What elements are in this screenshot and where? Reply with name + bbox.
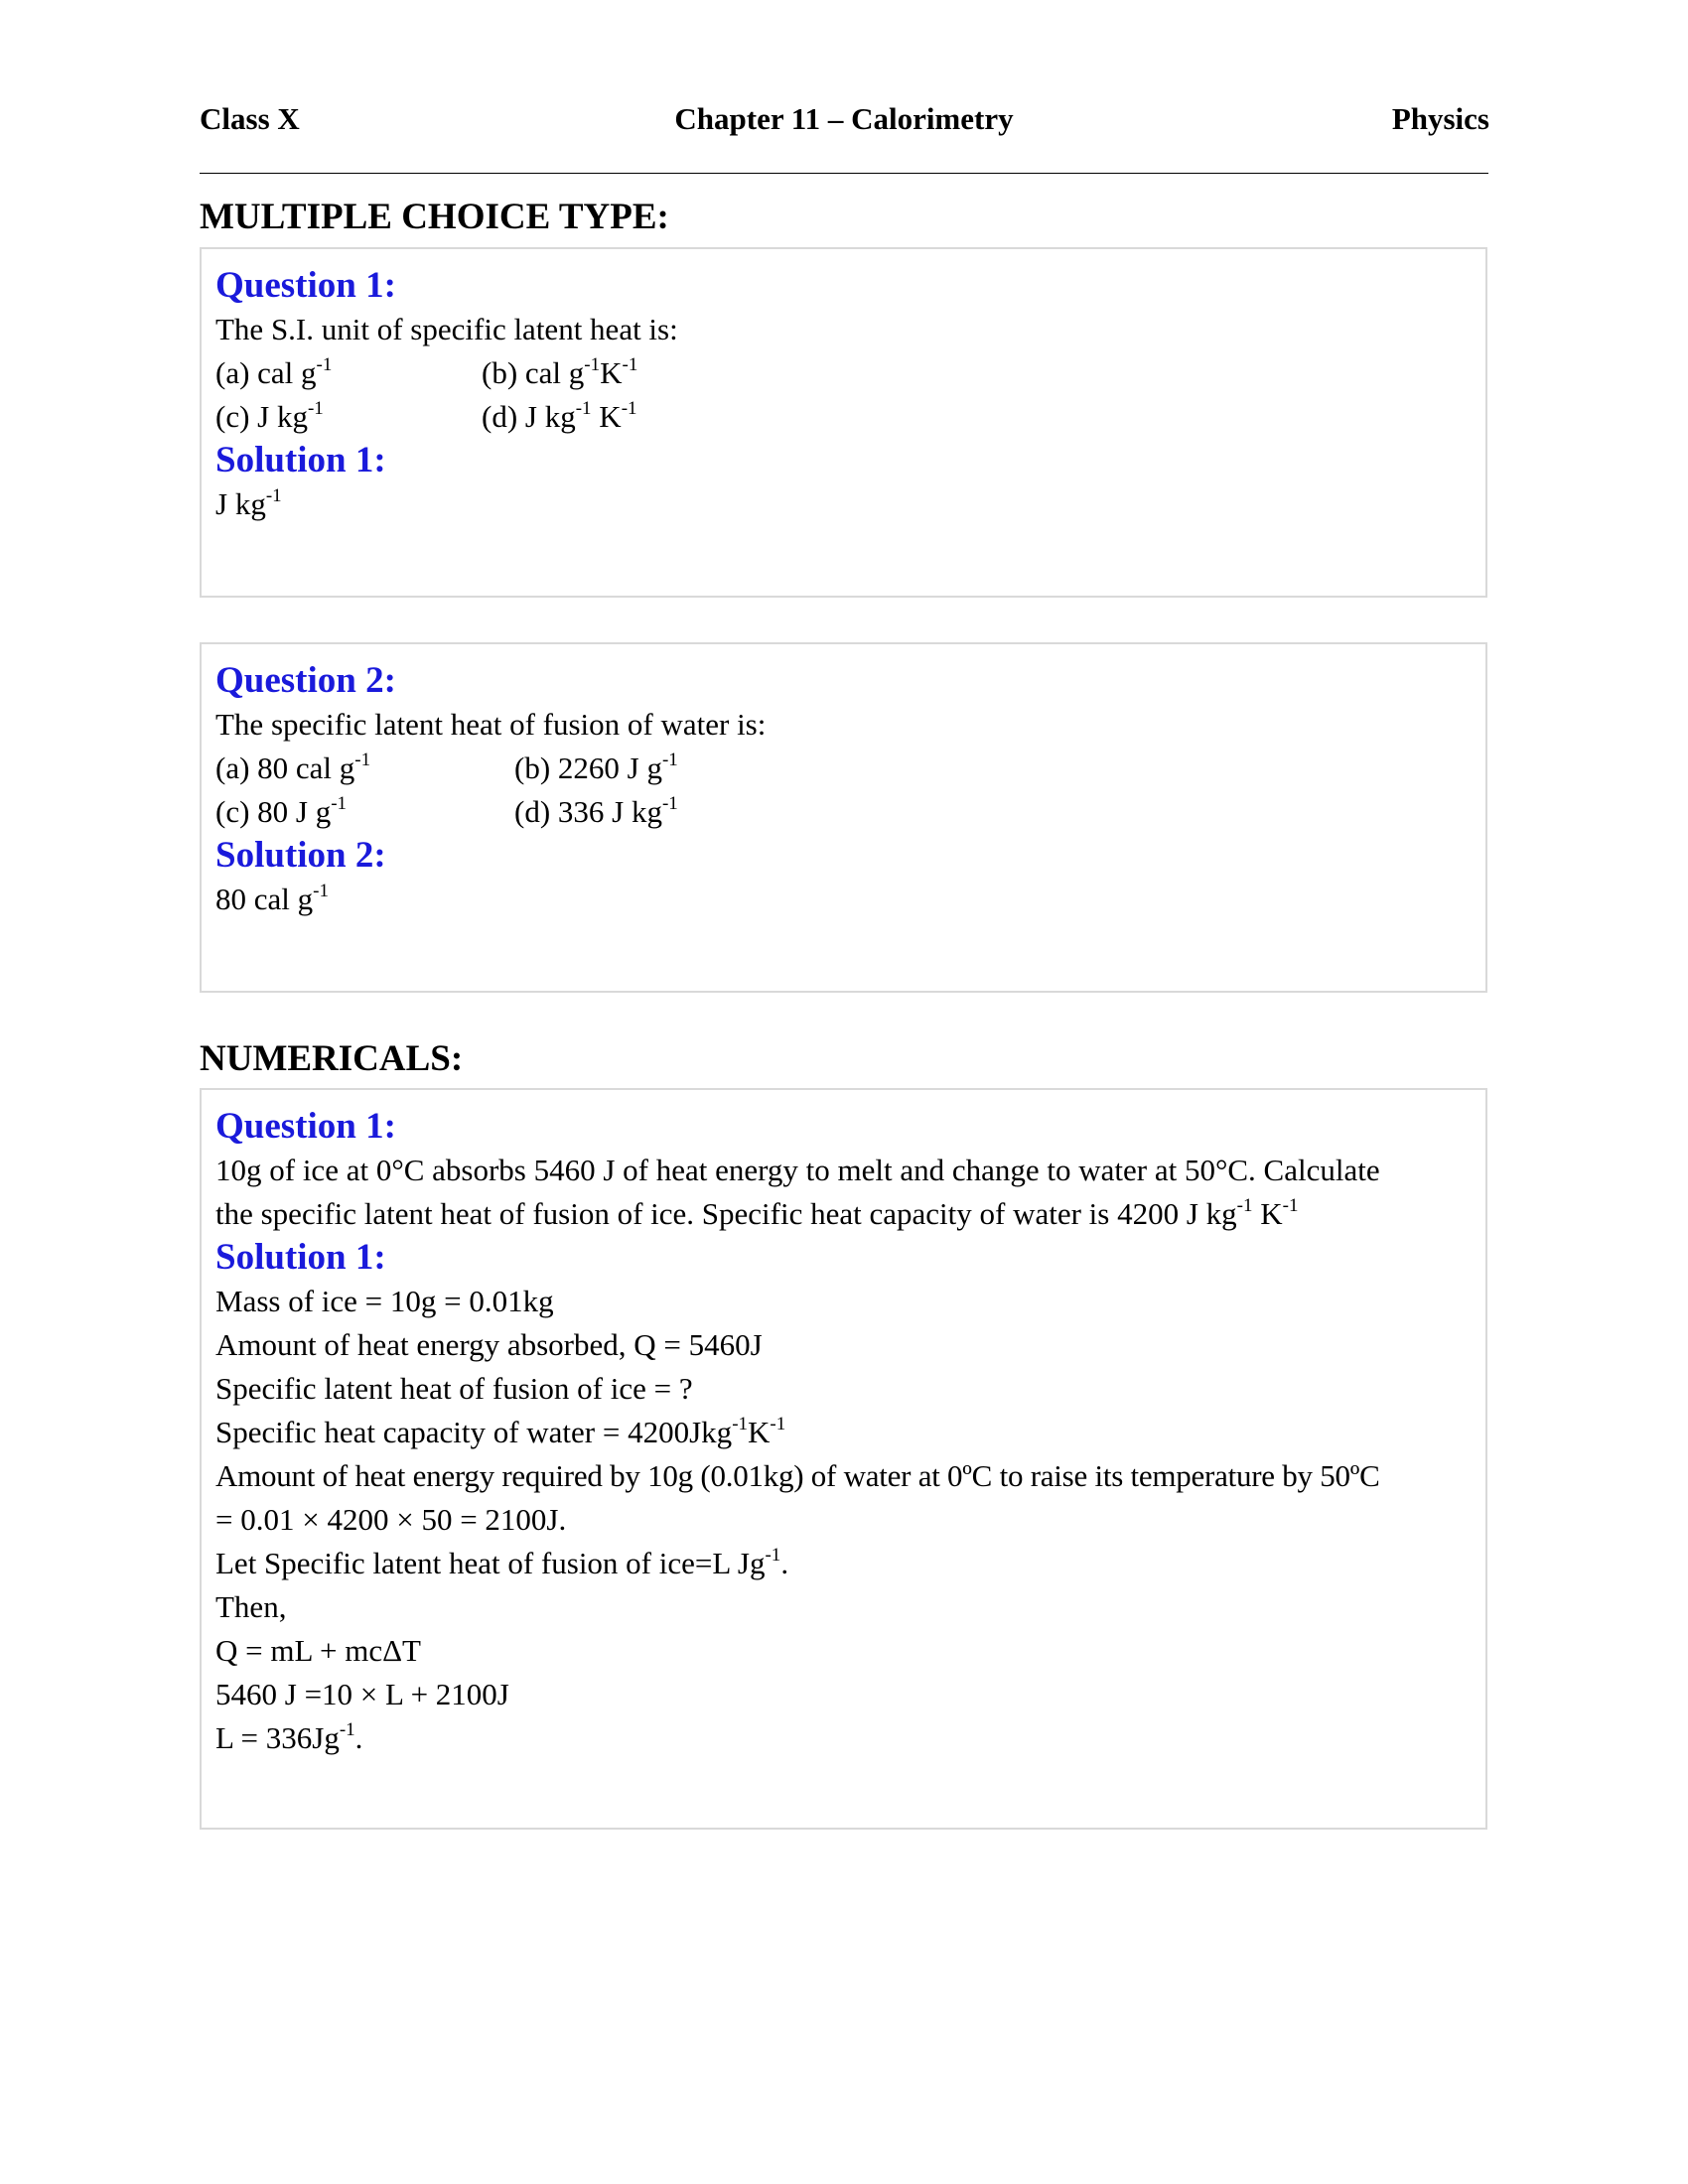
mcq-solution-2-answer: 80 cal $g^{-1}$ [215, 880, 329, 916]
numerical-question-1-line-2: the specific latent heat of fusion of ice. Specific heat capacity of water is 4200 J $kg^{-1}$ $K^{-1}$ [215, 1194, 1299, 1231]
numerical-question-1-label: Question 1: [215, 1106, 396, 1147]
solution-step-11: $L = 336Jg^{-1}$. [215, 1718, 363, 1755]
mcq-solution-2-label: Solution 2: [215, 835, 386, 876]
mcq-question-2-text: The specific latent heat of fusion of water is: [215, 707, 767, 742]
mcq-question-1-label: Question 1: [215, 265, 396, 306]
option-d: (d) J $kg^{-1}$ $K^{-1}$ [482, 397, 637, 434]
solution-step-3: Specific latent heat of fusion of ice = ? [215, 1371, 693, 1406]
solution-step-10: 5460 J =10 × L + 2100J [215, 1677, 509, 1711]
solution-step-5: Amount of heat energy required by 10g (0.01kg) of water at 0ºC to raise its temperature by 50ºC [215, 1458, 1380, 1493]
header-divider [200, 173, 1488, 174]
option-b: (b) 2260 J $g^{-1}$ [514, 749, 678, 785]
mcq-question-2-options-row-1 [215, 747, 1472, 790]
solution-step-9: Q = mL + mcΔT [215, 1633, 421, 1668]
mcq-question-2-box [200, 642, 1487, 993]
solution-step-2: Amount of heat energy absorbed, Q = 5460J [215, 1327, 763, 1362]
solution-step-7: Let Specific latent heat of fusion of ice=L $Jg^{-1}$. [215, 1544, 789, 1580]
mcq-section-title: MULTIPLE CHOICE TYPE: [200, 197, 669, 237]
header-chapter-title: Chapter 11 – Calorimetry [674, 101, 1014, 136]
solution-step-1: Mass of ice = 10g = 0.01kg [215, 1284, 554, 1318]
solution-step-6: = 0.01 × 4200 × 50 = 2100J. [215, 1502, 567, 1537]
solution-step-4: Specific heat capacity of water = $4200Jkg^{-1}K^{-1}$ [215, 1413, 786, 1449]
header-subject: Physics [1391, 101, 1489, 136]
mcq-question-1-options-row-2 [215, 395, 1472, 439]
option-a: (a) cal $g^{-1}$ [215, 353, 333, 390]
mcq-question-1-box [200, 247, 1487, 598]
numerical-question-1-line-1: 10g of ice at 0°C absorbs 5460 J of heat energy to melt and change to water at 50°C. Calculate [215, 1153, 1380, 1187]
solution-step-8: Then, [215, 1589, 287, 1624]
option-c: (c) 80 J $g^{-1}$ [215, 792, 348, 829]
option-c: (c) J $kg^{-1}$ [215, 397, 324, 434]
mcq-question-1-text: The S.I. unit of specific latent heat is: [215, 312, 678, 346]
option-d: (d) 336 J $kg^{-1}$ [514, 792, 678, 829]
option-b: (b) cal $g^{-1}K^{-1}$ [482, 353, 638, 390]
mcq-question-1-options-row-1 [215, 351, 1472, 395]
mcq-question-2-options-row-2 [215, 790, 1472, 834]
option-a: (a) 80 cal $g^{-1}$ [215, 749, 371, 785]
numericals-section-title: NUMERICALS: [200, 1038, 464, 1079]
mcq-question-2-label: Question 2: [215, 660, 396, 701]
numerical-solution-1-label: Solution 1: [215, 1237, 386, 1278]
mcq-solution-1-label: Solution 1: [215, 440, 386, 480]
mcq-solution-1-answer: J $kg^{-1}$ [215, 484, 282, 521]
header-class: Class X [200, 101, 300, 136]
numerical-question-1-box [200, 1088, 1487, 1830]
